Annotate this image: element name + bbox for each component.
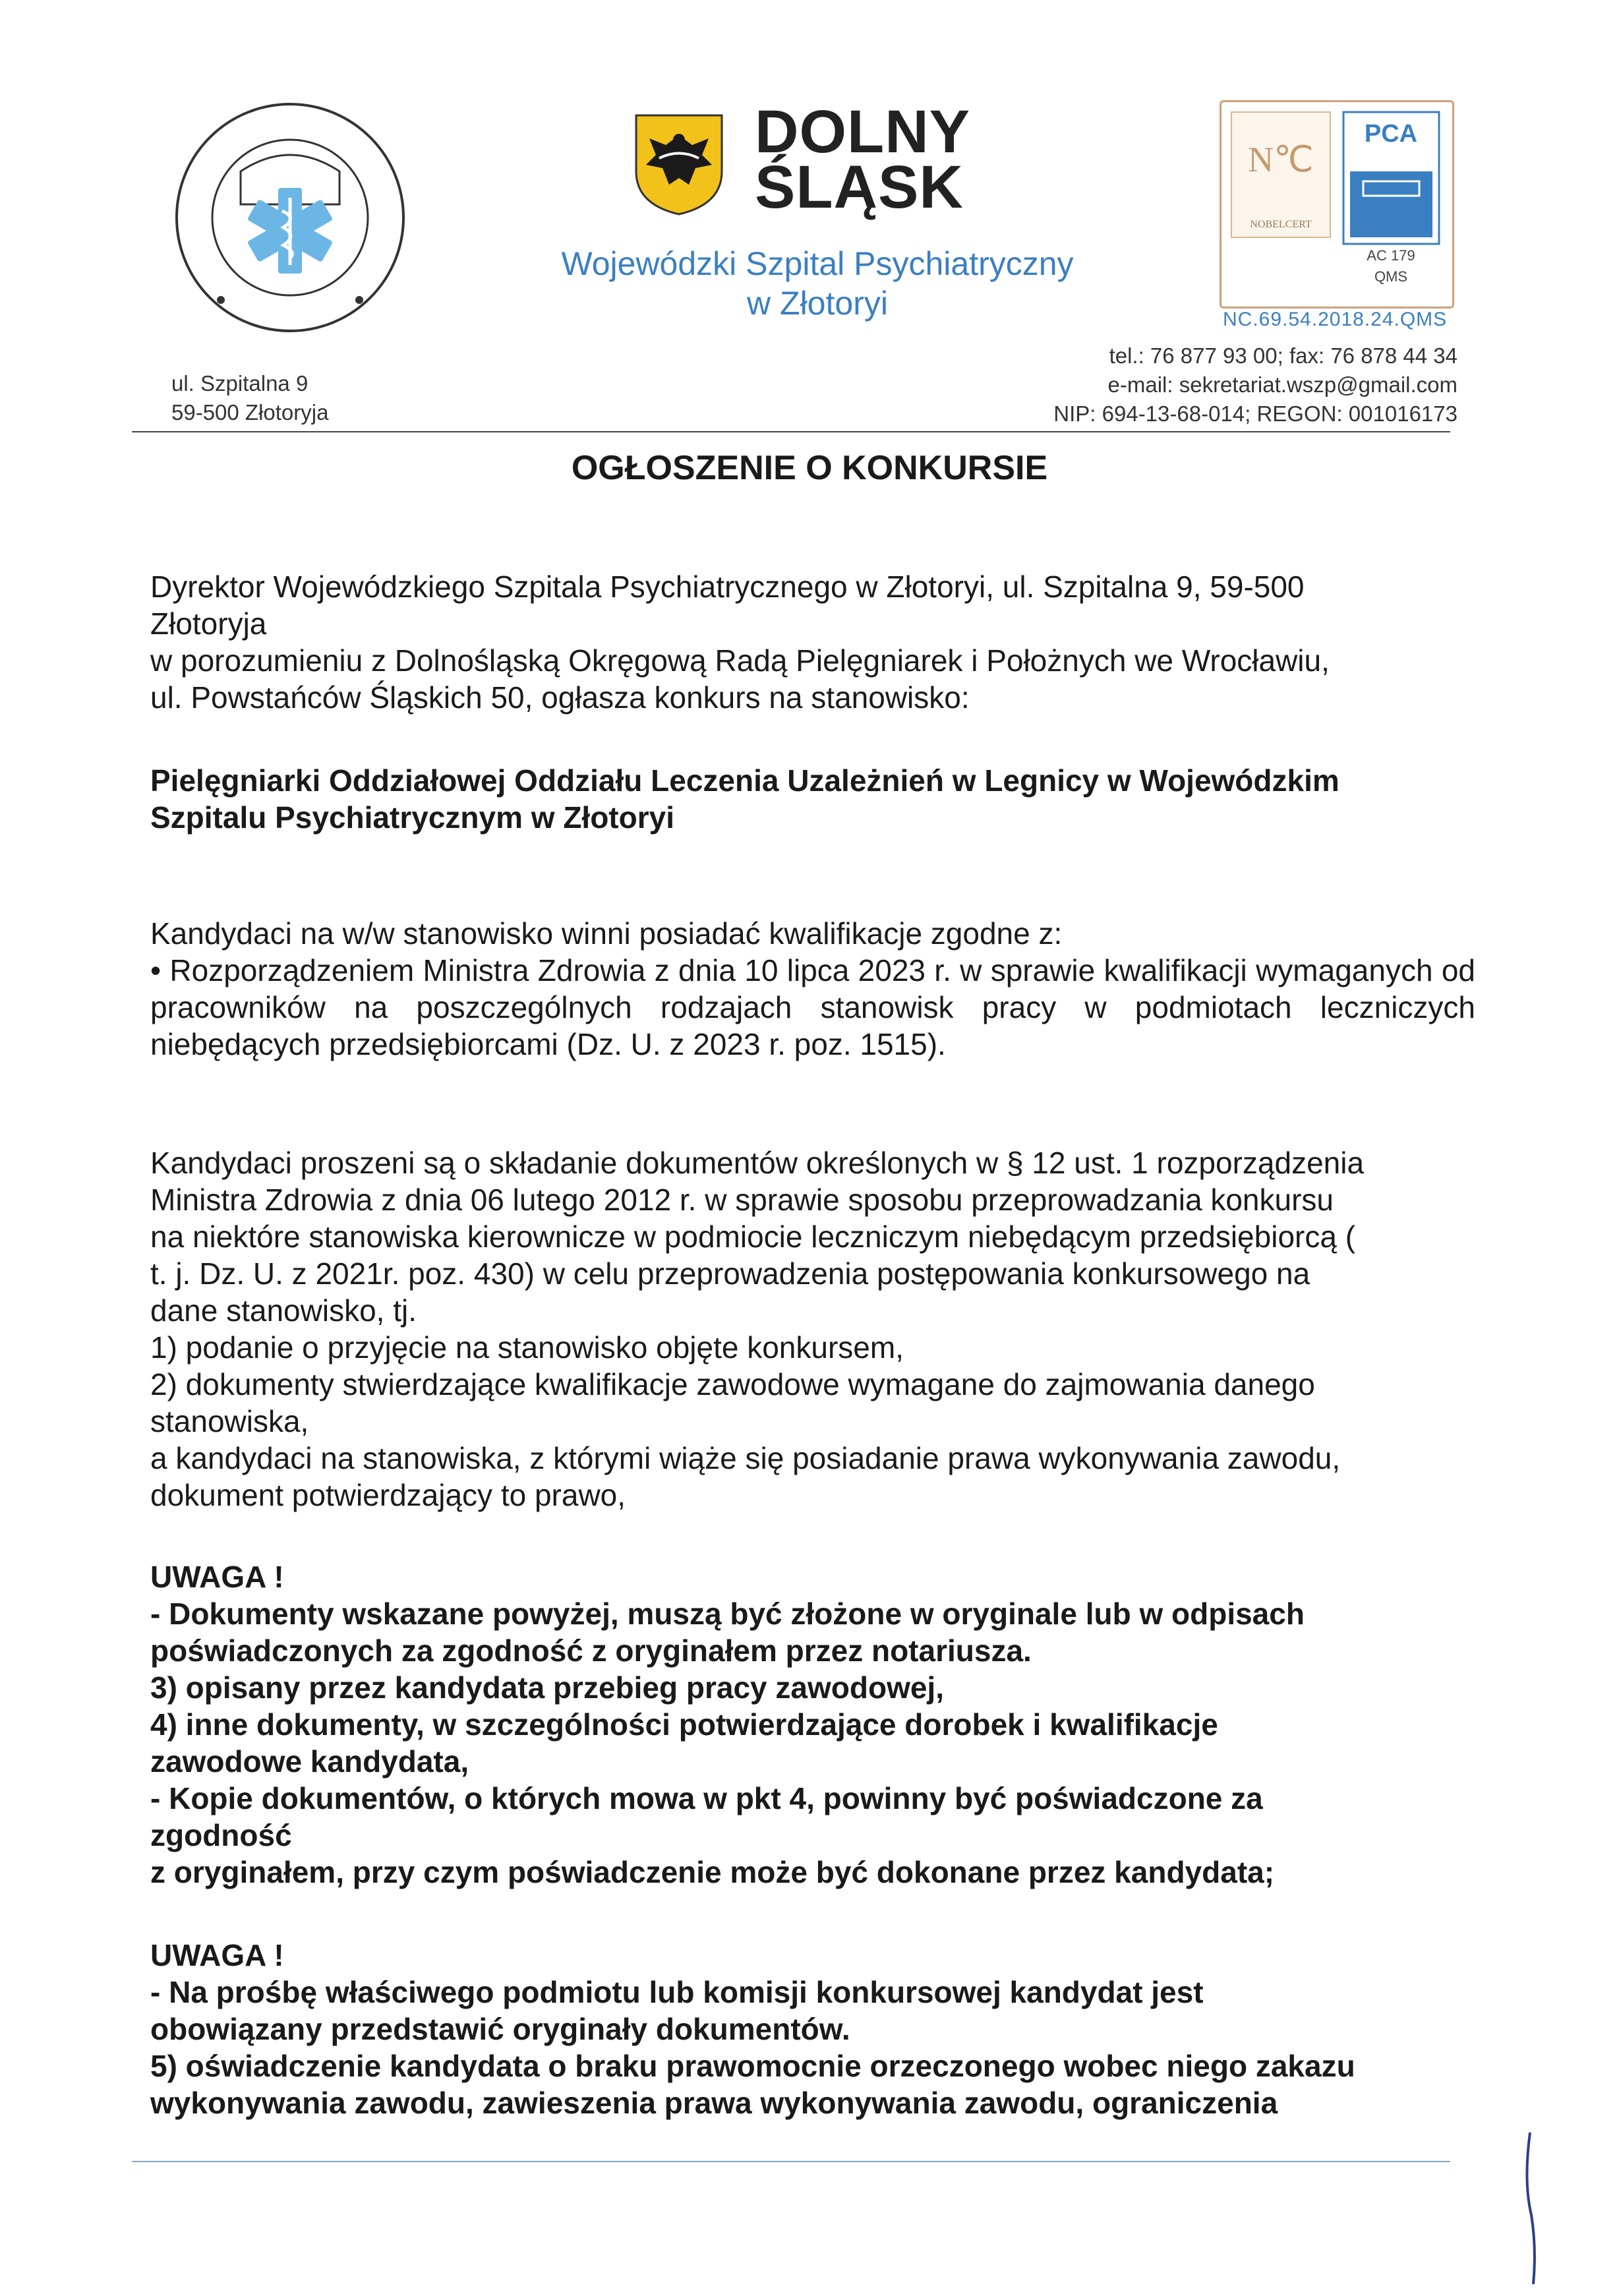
svg-text:N℃: N℃ [1248,140,1314,179]
svg-text:AC 179: AC 179 [1367,247,1415,264]
hospital-seal-logo [168,99,412,336]
institution-line-1: Wojewódzki Szpital Psychiatryczny [561,245,1074,282]
intro-line-3: w porozumieniu z Dolnośląską Okręgową Radą Pielęgniarek i Położnych we Wrocławiu, [150,643,1330,678]
brand-line-2: ŚLĄSK [755,154,964,221]
documents-item-2-cont: stanowiska, [150,1404,309,1438]
notice-2 [150,1937,1475,2121]
certification-badges [1220,100,1454,309]
region-brand [755,98,970,221]
qualifications-intro: Kandydaci na w/w stanowisko winni posiadać kwalifikacje zgodne z: [150,916,1063,951]
intro-line-2: Złotoryja [150,606,267,641]
notice-2-line-3: obowiązany przedstawić oryginały dokumentów. [150,2012,850,2046]
documents-item-1: 1) podanie o przyjęcie na stanowisko objęte konkursem, [150,1330,904,1365]
notice-2-item-5: 5) oświadczenie kandydata o braku prawomocnie orzeczonego wobec niego zakazu [150,2049,1355,2083]
hospital-address [171,369,328,427]
qualifications-paragraph [150,915,1475,1063]
certification-badge-icon [1228,109,1446,300]
eagle-crest-icon [633,112,725,218]
document-title: OGŁOSZENIE O KONKURSIE [571,449,1048,487]
institution-name [521,244,1114,323]
contact-info [1053,341,1457,428]
intro-paragraph [150,568,1475,716]
notice-1-line-8: zgodność [150,1818,292,1852]
documents-line-10: dokument potwierdzający to prawo, [150,1478,626,1512]
position-line-1: Pielęgniarki Oddziałowej Oddziału Leczenia Uzależnień w Legnicy w Wojewódzkim [150,763,1339,798]
intro-line-4: ul. Powstańców Śląskich 50, ogłasza konkurs na stanowisko: [150,680,970,715]
documents-item-2: 2) dokumenty stwierdzające kwalifikacje zawodowe wymagane do zajmowania danego [150,1367,1315,1401]
documents-line-1: Kandydaci proszeni są o składanie dokumentów określonych w § 12 ust. 1 rozporządzenia [150,1146,1365,1180]
documents-line-3: na niektóre stanowiska kierownicze w podmiocie leczniczym niebędącym przedsiębiorcą ( [150,1220,1356,1254]
notice-2-line-2: - Na prośbę właściwego podmiotu lub komisji konkursowej kandydat jest [150,1975,1204,2009]
pen-mark-icon [1517,2129,1556,2287]
notice-1-line-9: z oryginałem, przy czym poświadczenie może być dokonane przez kandydata; [150,1855,1275,1889]
documents-line-2: Ministra Zdrowia z dnia 06 lutego 2012 r. w sprawie sposobu przeprowadzania konkursu [150,1183,1334,1217]
svg-text:NOBELCERT: NOBELCERT [1250,219,1312,230]
contact-tax-ids: NIP: 694-13-68-014; REGON: 001016173 [1053,401,1457,426]
notice-1-item-3: 3) opisany przez kandydata przebieg pracy zawodowej, [150,1670,944,1705]
notice-2-heading: UWAGA ! [150,1938,284,1972]
notice-1-item-4-cont: zawodowe kandydata, [150,1744,469,1779]
address-city: 59-500 Złotoryja [171,400,329,425]
position-line-2: Szpitalu Psychiatrycznym w Złotoryi [150,800,674,835]
notice-1-line-3: poświadczonych za zgodność z oryginałem przez notariusza. [150,1634,1032,1668]
footer-divider [132,2161,1450,2162]
brand-line-1: DOLNY [755,98,970,165]
institution-line-2: w Złotoryi [747,285,888,322]
qualifications-regulation: • Rozporządzeniem Ministra Zdrowia z dnia 10 lipca 2023 r. w sprawie kwalifikacji wymaganych od pracowników na poszczególnych rodzajach stanowisk pracy w podmiotach leczniczych niebędących przedsiębiorcami (Dz. U. z 2023 r. poz. 1515). [150,953,1475,1061]
documents-line-9: a kandydaci na stanowiska, z którymi wiąże się posiadanie prawa wykonywania zawodu, [150,1441,1341,1475]
documents-paragraph [150,1144,1475,1514]
certificate-code: NC.69.54.2018.24.QMS [1223,309,1448,330]
notice-2-item-5-cont: wykonywania zawodu, zawieszenia prawa wykonywania zawodu, ograniczenia [150,2086,1278,2120]
notice-1-line-2: - Dokumenty wskazane powyżej, muszą być złożone w oryginale lub w odpisach [150,1597,1305,1631]
contact-email: e-mail: sekretariat.wszp@gmail.com [1107,372,1457,397]
header-divider [132,431,1450,432]
documents-line-4: t. j. Dz. U. z 2021r. poz. 430) w celu przeprowadzenia postępowania konkursowego na [150,1256,1310,1291]
svg-text:PCA: PCA [1364,120,1418,148]
documents-line-5: dane stanowisko, tj. [150,1293,417,1328]
notice-1-heading: UWAGA ! [150,1560,284,1594]
notice-1-line-7: - Kopie dokumentów, o których mowa w pkt 4, powinny być poświadczone za [150,1781,1263,1815]
contact-phone: tel.: 76 877 93 00; fax: 76 878 44 34 [1109,343,1457,368]
svg-text:QMS: QMS [1374,268,1408,285]
notice-1 [150,1558,1475,1891]
notice-1-item-4: 4) inne dokumenty, w szczególności potwierdzające dorobek i kwalifikacje [150,1707,1218,1742]
position-title [150,762,1475,836]
address-street: ul. Szpitalna 9 [171,371,309,396]
intro-line-1: Dyrektor Wojewódzkiego Szpitala Psychiatrycznego w Złotoryi, ul. Szpitalna 9, 59-500 [150,570,1305,604]
